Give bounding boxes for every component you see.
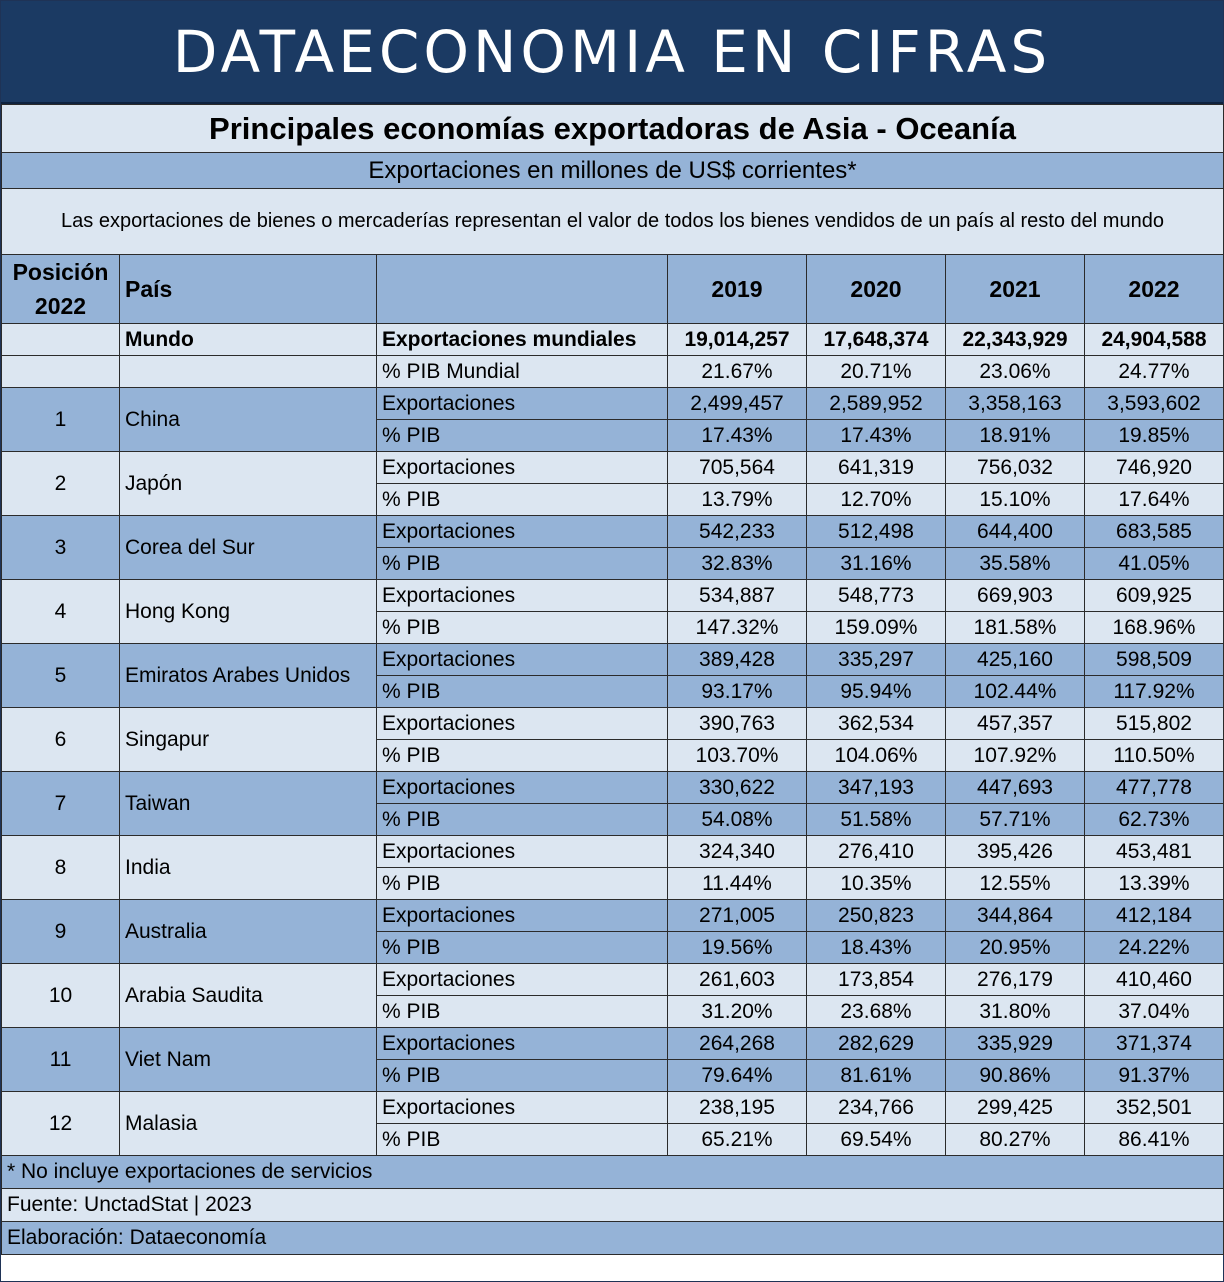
gdp-value: 103.70%	[668, 740, 807, 772]
gdp-value: 86.41%	[1085, 1124, 1224, 1156]
gdp-value: 17.43%	[807, 420, 946, 452]
world-gdp-label: % PIB Mundial	[377, 356, 668, 388]
country-position: 10	[2, 964, 120, 1028]
country-exports-row	[2, 836, 1224, 868]
gdp-value: 80.27%	[946, 1124, 1085, 1156]
gdp-value: 159.09%	[807, 612, 946, 644]
exports-label: Exportaciones	[377, 1028, 668, 1060]
exports-value: 173,854	[807, 964, 946, 996]
world-gdp-value: 24.77%	[1085, 356, 1224, 388]
exports-value: 238,195	[668, 1092, 807, 1124]
exports-value: 2,499,457	[668, 388, 807, 420]
gdp-value: 110.50%	[1085, 740, 1224, 772]
gdp-value: 11.44%	[668, 868, 807, 900]
gdp-value: 31.16%	[807, 548, 946, 580]
country-position: 7	[2, 772, 120, 836]
world-export-value: 19,014,257	[668, 324, 807, 356]
gdp-value: 57.71%	[946, 804, 1085, 836]
exports-value: 542,233	[668, 516, 807, 548]
gdp-value: 69.54%	[807, 1124, 946, 1156]
country-position: 9	[2, 900, 120, 964]
exports-value: 548,773	[807, 580, 946, 612]
gdp-value: 147.32%	[668, 612, 807, 644]
exports-value: 371,374	[1085, 1028, 1224, 1060]
country-name: Hong Kong	[120, 580, 377, 644]
exports-value: 746,920	[1085, 452, 1224, 484]
gdp-value: 62.73%	[1085, 804, 1224, 836]
country-name: Corea del Sur	[120, 516, 377, 580]
gdp-value: 10.35%	[807, 868, 946, 900]
exports-value: 299,425	[946, 1092, 1085, 1124]
gdp-value: 18.43%	[807, 932, 946, 964]
world-export-value: 24,904,588	[1085, 324, 1224, 356]
exports-value: 390,763	[668, 708, 807, 740]
world-gdp-value: 21.67%	[668, 356, 807, 388]
country-name: Arabia Saudita	[120, 964, 377, 1028]
footnote-row	[2, 1189, 1224, 1222]
exports-value: 609,925	[1085, 580, 1224, 612]
gdp-value: 12.55%	[946, 868, 1085, 900]
country-position: 8	[2, 836, 120, 900]
gdp-value: 95.94%	[807, 676, 946, 708]
exports-label: Exportaciones	[377, 452, 668, 484]
gdp-value: 41.05%	[1085, 548, 1224, 580]
exports-value: 3,358,163	[946, 388, 1085, 420]
exports-value: 515,802	[1085, 708, 1224, 740]
gdp-label: % PIB	[377, 484, 668, 516]
country-exports-row	[2, 1092, 1224, 1124]
title-row	[2, 105, 1224, 153]
world-name-cell	[120, 356, 377, 388]
country-exports-row	[2, 516, 1224, 548]
world-export-value: 22,343,929	[946, 324, 1085, 356]
country-position: 6	[2, 708, 120, 772]
exports-label: Exportaciones	[377, 964, 668, 996]
exports-value: 250,823	[807, 900, 946, 932]
exports-value: 344,864	[946, 900, 1085, 932]
exports-value: 412,184	[1085, 900, 1224, 932]
exports-value: 276,179	[946, 964, 1085, 996]
gdp-label: % PIB	[377, 868, 668, 900]
exports-value: 512,498	[807, 516, 946, 548]
exports-value: 453,481	[1085, 836, 1224, 868]
gdp-value: 12.70%	[807, 484, 946, 516]
table-title: Principales economías exportadoras de Asia - Oceanía	[2, 105, 1224, 153]
gdp-value: 13.79%	[668, 484, 807, 516]
gdp-value: 54.08%	[668, 804, 807, 836]
exports-value: 264,268	[668, 1028, 807, 1060]
country-position: 1	[2, 388, 120, 452]
subtitle-row	[2, 153, 1224, 189]
country-name: Malasia	[120, 1092, 377, 1156]
gdp-value: 24.22%	[1085, 932, 1224, 964]
exports-value: 477,778	[1085, 772, 1224, 804]
banner-title: DATAECONOMIA EN CIFRAS	[1, 1, 1223, 104]
gdp-value: 93.17%	[668, 676, 807, 708]
exports-value: 410,460	[1085, 964, 1224, 996]
exports-value: 234,766	[807, 1092, 946, 1124]
country-name: Taiwan	[120, 772, 377, 836]
gdp-value: 181.58%	[946, 612, 1085, 644]
gdp-value: 13.39%	[1085, 868, 1224, 900]
country-position: 12	[2, 1092, 120, 1156]
footnote-author: Elaboración: Dataeconomía	[2, 1222, 1224, 1255]
country-name: Australia	[120, 900, 377, 964]
gdp-value: 81.61%	[807, 1060, 946, 1092]
exports-label: Exportaciones	[377, 708, 668, 740]
country-exports-row	[2, 644, 1224, 676]
gdp-value: 15.10%	[946, 484, 1085, 516]
country-name: India	[120, 836, 377, 900]
country-exports-row	[2, 708, 1224, 740]
country-name: Emiratos Arabes Unidos	[120, 644, 377, 708]
world-gdp-value: 23.06%	[946, 356, 1085, 388]
country-exports-row	[2, 772, 1224, 804]
gdp-value: 32.83%	[668, 548, 807, 580]
gdp-value: 91.37%	[1085, 1060, 1224, 1092]
exports-value: 276,410	[807, 836, 946, 868]
country-name: China	[120, 388, 377, 452]
exports-value: 335,297	[807, 644, 946, 676]
country-position: 2	[2, 452, 120, 516]
gdp-value: 20.95%	[946, 932, 1085, 964]
exports-label: Exportaciones	[377, 388, 668, 420]
gdp-value: 102.44%	[946, 676, 1085, 708]
gdp-value: 107.92%	[946, 740, 1085, 772]
footnote-services: * No incluye exportaciones de servicios	[2, 1156, 1224, 1189]
exports-value: 347,193	[807, 772, 946, 804]
exports-label: Exportaciones	[377, 836, 668, 868]
gdp-value: 19.56%	[668, 932, 807, 964]
gdp-label: % PIB	[377, 420, 668, 452]
gdp-value: 19.85%	[1085, 420, 1224, 452]
gdp-value: 104.06%	[807, 740, 946, 772]
footnote-row	[2, 1156, 1224, 1189]
gdp-label: % PIB	[377, 932, 668, 964]
country-exports-row	[2, 452, 1224, 484]
gdp-value: 17.64%	[1085, 484, 1224, 516]
header-year: 2019	[668, 255, 807, 324]
exports-value: 756,032	[946, 452, 1085, 484]
header-year: 2021	[946, 255, 1085, 324]
world-position-cell	[2, 324, 120, 356]
gdp-value: 65.21%	[668, 1124, 807, 1156]
country-name: Japón	[120, 452, 377, 516]
header-indicator	[377, 255, 668, 324]
exports-value: 669,903	[946, 580, 1085, 612]
gdp-label: % PIB	[377, 996, 668, 1028]
exports-value: 335,929	[946, 1028, 1085, 1060]
gdp-value: 79.64%	[668, 1060, 807, 1092]
exports-label: Exportaciones	[377, 580, 668, 612]
header-row	[2, 255, 1224, 324]
country-position: 11	[2, 1028, 120, 1092]
exports-value: 282,629	[807, 1028, 946, 1060]
exports-value: 644,400	[946, 516, 1085, 548]
header-position: Posición 2022	[2, 255, 120, 324]
table-note: Las exportaciones de bienes o mercaderías representan el valor de todos los bienes vendidos de un país al resto del mundo	[2, 189, 1224, 255]
exports-value: 447,693	[946, 772, 1085, 804]
exports-label: Exportaciones	[377, 1092, 668, 1124]
exports-value: 2,589,952	[807, 388, 946, 420]
gdp-label: % PIB	[377, 740, 668, 772]
country-position: 4	[2, 580, 120, 644]
gdp-value: 51.58%	[807, 804, 946, 836]
exports-value: 683,585	[1085, 516, 1224, 548]
country-name: Singapur	[120, 708, 377, 772]
gdp-label: % PIB	[377, 804, 668, 836]
world-name: Mundo	[120, 324, 377, 356]
exports-label: Exportaciones	[377, 516, 668, 548]
gdp-label: % PIB	[377, 612, 668, 644]
exports-label: Exportaciones	[377, 644, 668, 676]
world-exports-row	[2, 324, 1224, 356]
country-exports-row	[2, 964, 1224, 996]
exports-value: 395,426	[946, 836, 1085, 868]
gdp-value: 35.58%	[946, 548, 1085, 580]
gdp-value: 168.96%	[1085, 612, 1224, 644]
gdp-value: 117.92%	[1085, 676, 1224, 708]
world-position-cell	[2, 356, 120, 388]
exports-value: 641,319	[807, 452, 946, 484]
footnote-row	[2, 1222, 1224, 1255]
exports-value: 389,428	[668, 644, 807, 676]
country-position: 3	[2, 516, 120, 580]
exports-label: Exportaciones	[377, 900, 668, 932]
exports-value: 330,622	[668, 772, 807, 804]
gdp-value: 31.80%	[946, 996, 1085, 1028]
exports-table	[1, 104, 1224, 1255]
gdp-label: % PIB	[377, 1060, 668, 1092]
note-row	[2, 189, 1224, 255]
country-exports-row	[2, 1028, 1224, 1060]
exports-value: 261,603	[668, 964, 807, 996]
country-exports-row	[2, 388, 1224, 420]
world-export-label: Exportaciones mundiales	[377, 324, 668, 356]
country-exports-row	[2, 580, 1224, 612]
header-country: País	[120, 255, 377, 324]
header-year: 2022	[1085, 255, 1224, 324]
gdp-label: % PIB	[377, 676, 668, 708]
exports-value: 3,593,602	[1085, 388, 1224, 420]
exports-label: Exportaciones	[377, 772, 668, 804]
country-name: Viet Nam	[120, 1028, 377, 1092]
exports-value: 352,501	[1085, 1092, 1224, 1124]
gdp-value: 18.91%	[946, 420, 1085, 452]
gdp-label: % PIB	[377, 548, 668, 580]
world-gdp-row	[2, 356, 1224, 388]
exports-value: 324,340	[668, 836, 807, 868]
footnote-source: Fuente: UnctadStat | 2023	[2, 1189, 1224, 1222]
world-export-value: 17,648,374	[807, 324, 946, 356]
header-year: 2020	[807, 255, 946, 324]
table-subtitle: Exportaciones en millones de US$ corrientes*	[2, 153, 1224, 189]
gdp-value: 90.86%	[946, 1060, 1085, 1092]
exports-value: 362,534	[807, 708, 946, 740]
gdp-label: % PIB	[377, 1124, 668, 1156]
gdp-value: 17.43%	[668, 420, 807, 452]
world-gdp-value: 20.71%	[807, 356, 946, 388]
exports-value: 457,357	[946, 708, 1085, 740]
exports-value: 271,005	[668, 900, 807, 932]
gdp-value: 23.68%	[807, 996, 946, 1028]
exports-value: 425,160	[946, 644, 1085, 676]
country-exports-row	[2, 900, 1224, 932]
exports-value: 705,564	[668, 452, 807, 484]
gdp-value: 37.04%	[1085, 996, 1224, 1028]
exports-value: 534,887	[668, 580, 807, 612]
country-position: 5	[2, 644, 120, 708]
exports-value: 598,509	[1085, 644, 1224, 676]
gdp-value: 31.20%	[668, 996, 807, 1028]
